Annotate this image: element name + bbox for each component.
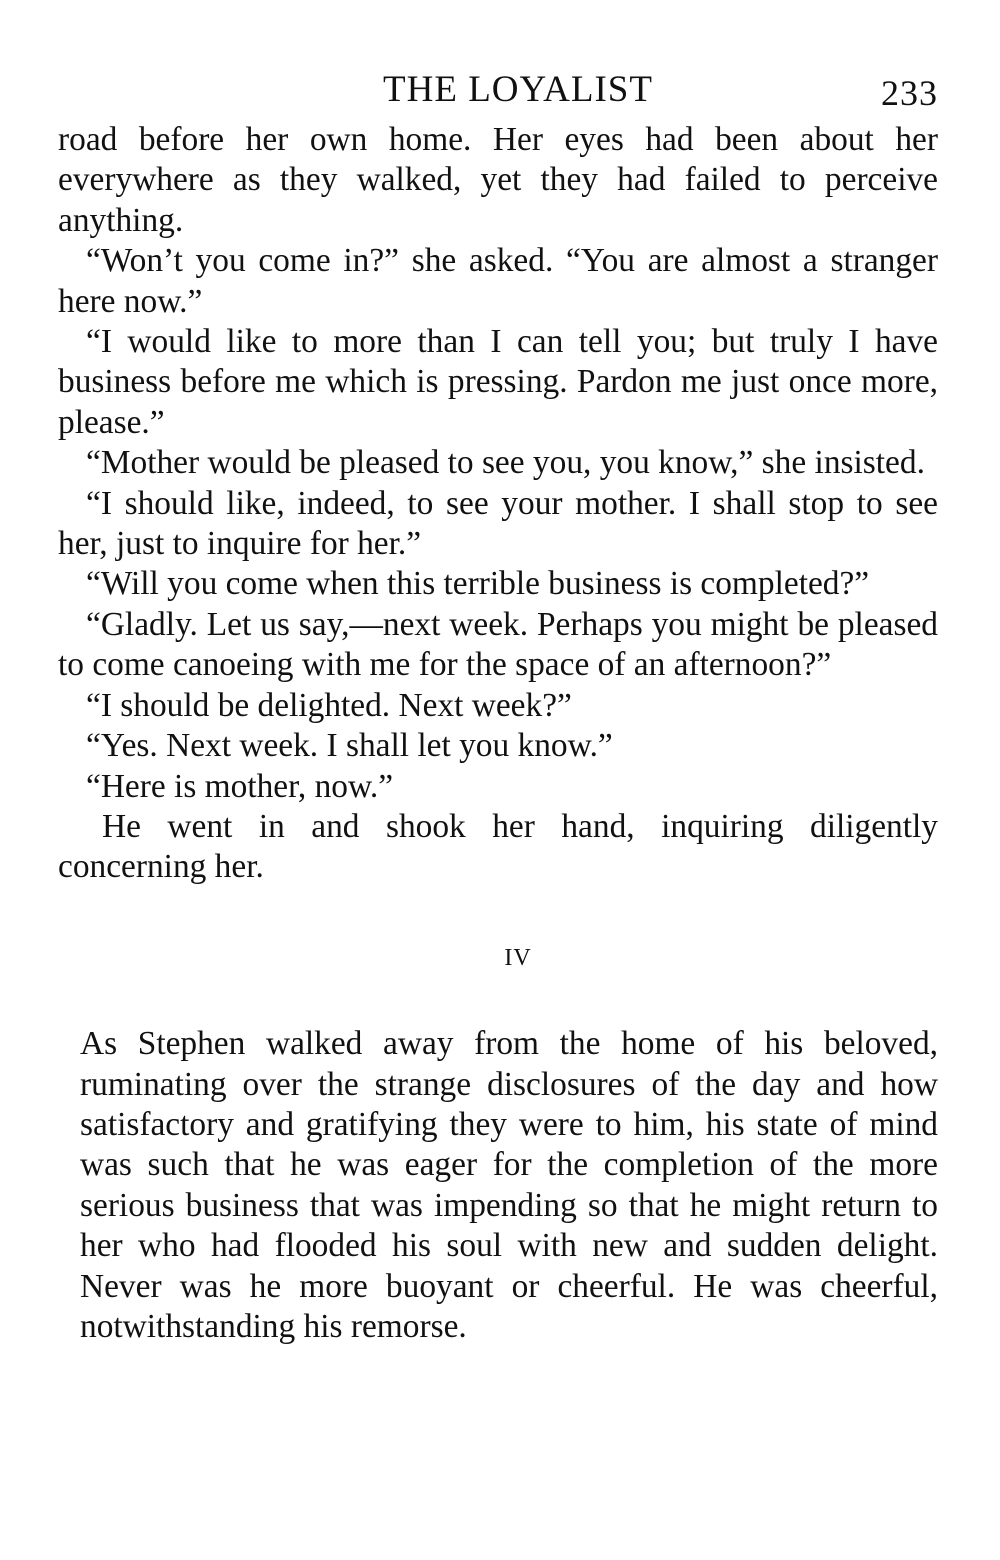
body-text (58, 120, 938, 1347)
paragraph: “Mother would be pleased to see you, you know,” she insisted. (86, 444, 925, 482)
paragraph: “Gladly. Let us say,—next week. Perhaps you might be pleased to come canoeing with me for the space of an afternoon?” (58, 605, 938, 684)
paragraph: “Will you come when this terrible business is completed?” (86, 565, 870, 603)
page-number: 233 (881, 73, 938, 113)
paragraph: road before her own home. Her eyes had been about her everywhere as they walked, yet they had failed to perceive anything. (58, 121, 938, 239)
paragraph: “I should like, indeed, to see your mother. I shall stop to see her, just to inquire for her.” (58, 484, 938, 563)
paragraph: As Stephen walked away from the home of his beloved, ruminating over the strange disclosures of the day and how satisfactory and gratifying they were to him, his state of mind was such that he was eager for the completion of the more serious business that was impending so that he might return to her who had flooded his soul with new and sudden delight. Never was he more buoyant or cheerful. He was cheerful, notwithstanding his remorse. (80, 1025, 938, 1345)
book-title: THE LOYALIST (383, 69, 653, 110)
section-heading: IV (504, 944, 532, 971)
book-page (58, 62, 938, 1347)
paragraph: “Here is mother, now.” (86, 767, 394, 805)
paragraph: “I would like to more than I can tell you; but truly I have business before me which is pressing. Pardon me just once more, please.” (58, 323, 938, 441)
paragraph: “Won’t you come in?” she asked. “You are almost a stranger here now.” (58, 242, 938, 320)
paragraph: “Yes. Next week. I shall let you know.” (86, 727, 613, 765)
paragraph: “I should be delighted. Next week?” (86, 686, 572, 724)
running-header (58, 62, 938, 120)
paragraph: He went in and shook her hand, inquiring diligently concerning her. (58, 807, 938, 886)
